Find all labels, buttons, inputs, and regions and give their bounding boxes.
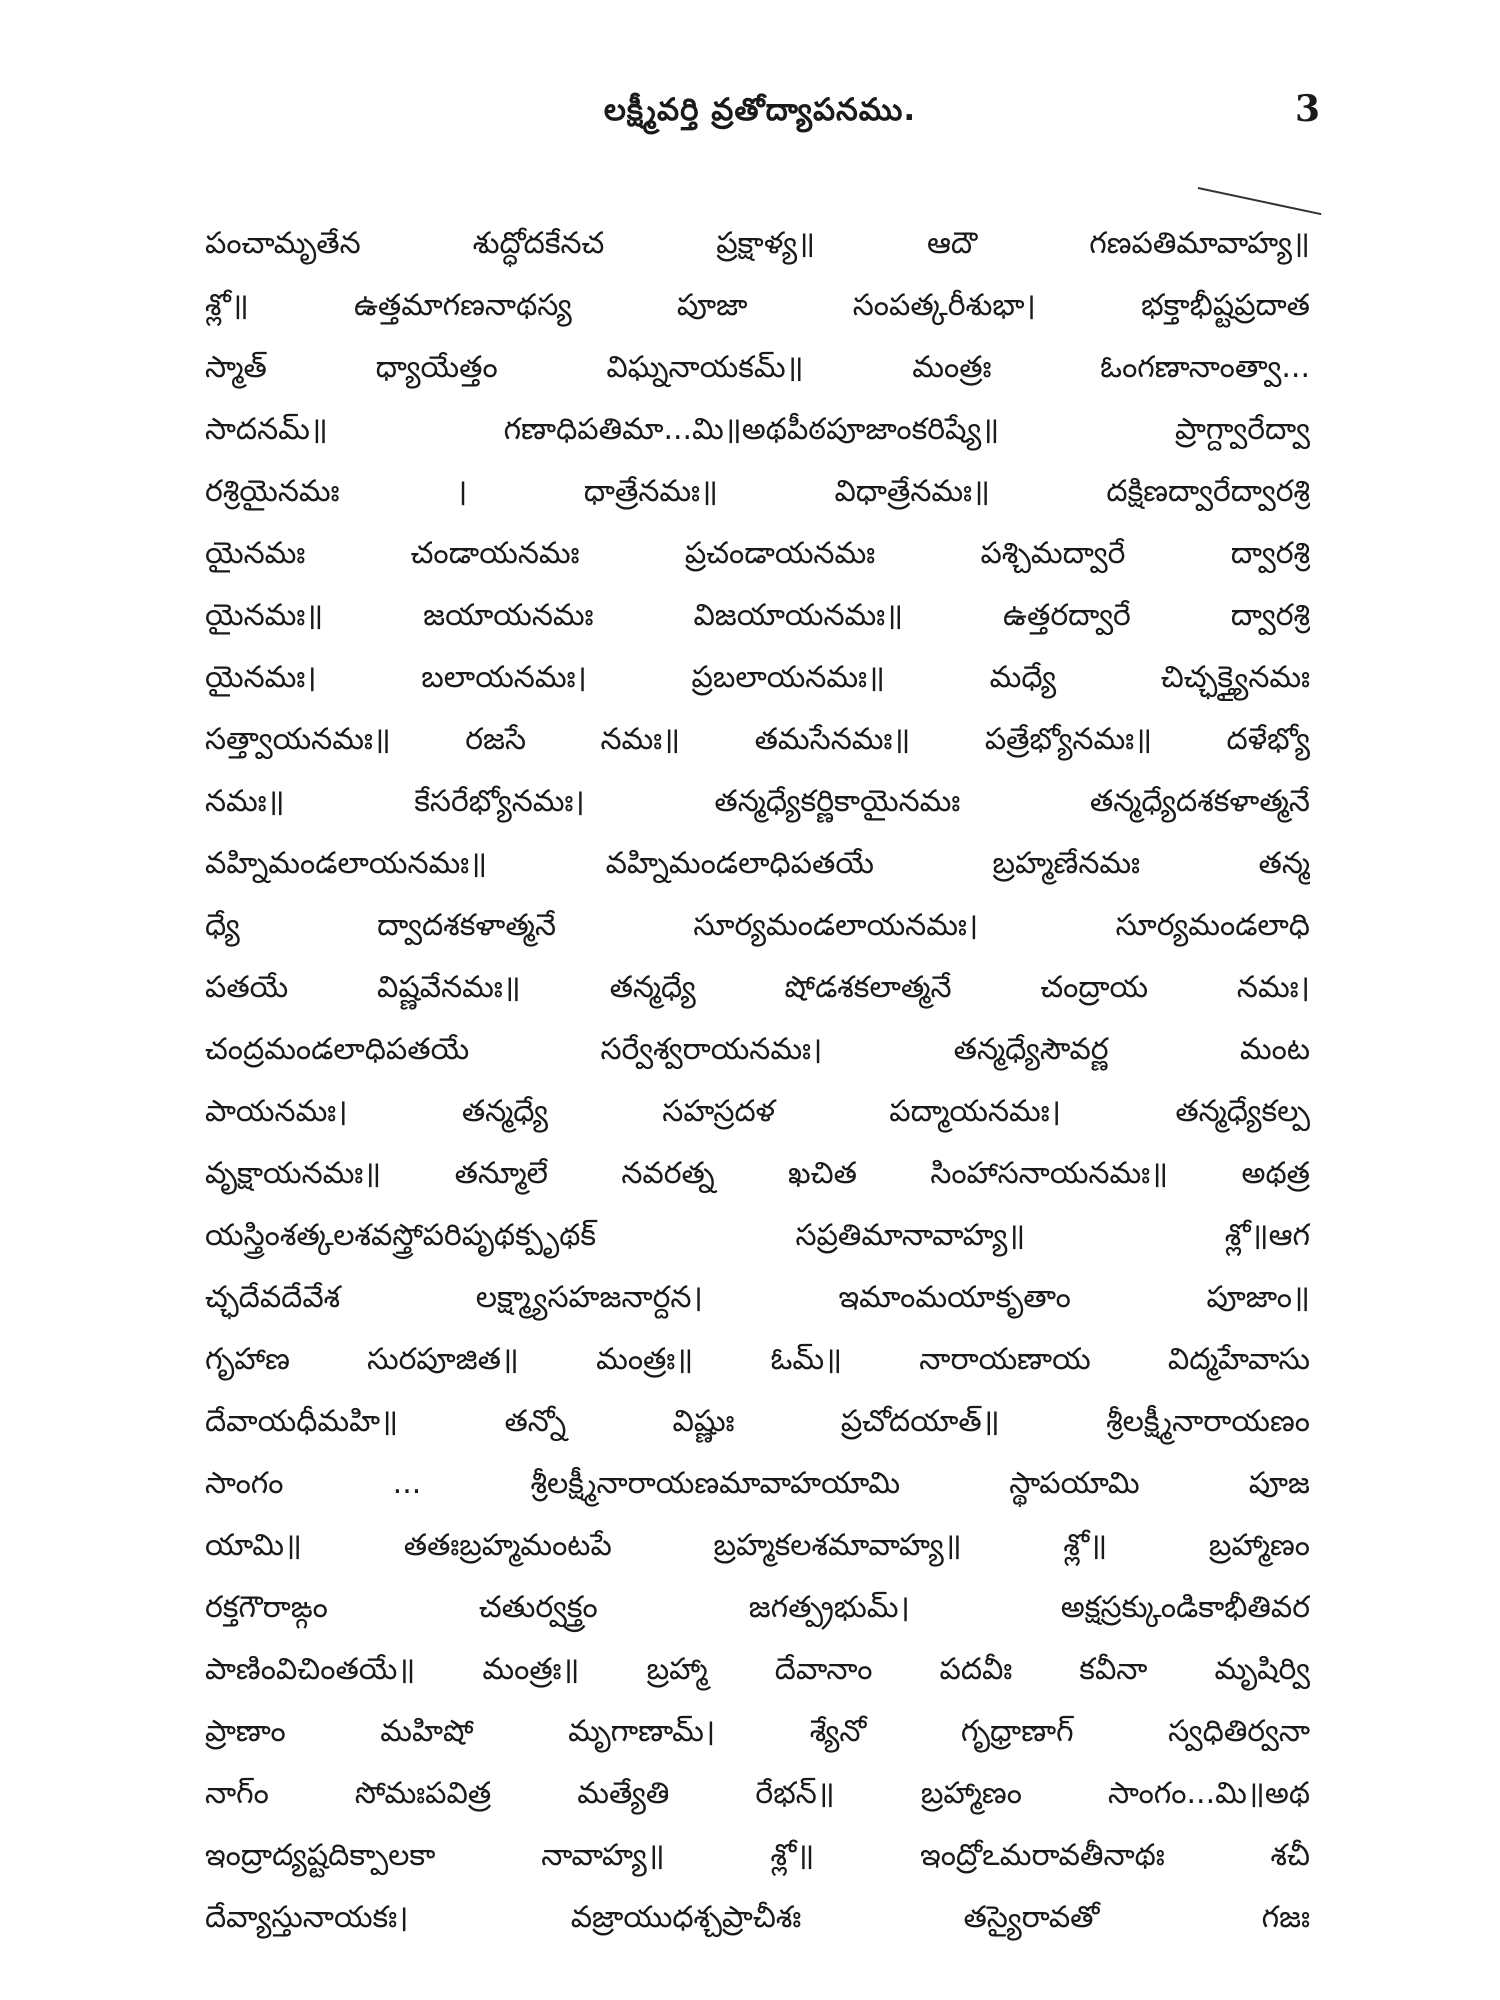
text-line: రక్తగౌరాఙ్గం చతుర్వక్త్రం జగత్ప్రభుమ్। అక్షస్రక్కుండికాభీతివర — [205, 1590, 1310, 1625]
text-line: చ్ఛదేవదేవేశ లక్ష్మ్యాసహజనార్దన। ఇమాంమయాకృతాం పూజాం॥ — [205, 1280, 1310, 1315]
text-line: యామి॥ తతఃబ్రహ్మమంటపే బ్రహ్మకలశమావాహ్య॥ శ్లో॥ బ్రహ్మాణం — [205, 1528, 1310, 1563]
text-line: దేవ్యాస్తునాయకః। వజ్రాయుధశ్చప్రాచీశః తస్యైరావతో గజః — [205, 1900, 1310, 1935]
text-line: సాదనమ్॥ గణాధిపతిమా...మి॥అథపీఠపూజాంకరిష్యే॥ ప్రాగ్ద్వారేద్వా — [205, 412, 1310, 447]
text-line: యైనమః। బలాయనమః। ప్రబలాయనమః॥ మధ్యే చిచ్ఛక్త్యైనమః — [205, 660, 1310, 695]
text-line: యైనమః॥ జయాయనమః విజయాయనమః॥ ఉత్తరద్వారే ద్వారశ్రి — [205, 598, 1310, 633]
text-line: ఇంద్రాద్యష్టదిక్పాలకా నావాహ్య॥ శ్లో॥ ఇంద్రోఽమరావతీనాథః శచీ — [205, 1838, 1310, 1873]
text-line: ప్రాణాం మహిషో మృగాణామ్। శ్యేనో గృధ్రాణాగ్ స్వధితిర్వనా — [205, 1714, 1310, 1749]
text-line: ధ్యే ద్వాదశకళాత్మనే సూర్యమండలాయనమః। సూర్యమండలాధి — [205, 908, 1310, 943]
text-line: స్మాత్ ధ్యాయేత్తం విఘ్ననాయకమ్॥ మంత్రః ఓంగణానాంత్వా... — [205, 350, 1310, 385]
text-line: పంచామృతేన శుద్ధోదకేనచ ప్రక్షాళ్య॥ ఆదౌ గణపతిమావాహ్య॥ — [205, 226, 1310, 261]
text-line: యైనమః చండాయనమః ప్రచండాయనమః పశ్చిమద్వారే ద్వారశ్రి — [205, 536, 1310, 571]
text-line: దేవాయధీమహి॥ తన్నో విష్ణుః ప్రచోదయాత్॥ శ్రీలక్ష్మీనారాయణం — [205, 1404, 1310, 1439]
text-line: రశ్రియైనమః । ధాత్రేనమః॥ విధాత్రేనమః॥ దక్షిణద్వారేద్వారశ్రి — [205, 474, 1310, 509]
text-line: వృక్షాయనమః॥ తన్మూలే నవరత్న ఖచిత సింహాసనాయనమః॥ అథత్ర — [205, 1156, 1310, 1191]
running-title: లక్ష్మీవర్తి వ్రతోద్యాపనము. — [603, 92, 917, 128]
text-line: నమః॥ కేసరేభ్యోనమః। తన్మధ్యేకర్ణికాయైనమః తన్మధ్యేదశకళాత్మనే — [205, 784, 1310, 819]
text-line: నాగ్ం సోమఃపవిత్ర మత్యేతి రేభన్॥ బ్రహ్మాణం సాంగం...మి॥అథ — [205, 1776, 1310, 1811]
text-line: సాంగం ... శ్రీలక్ష్మీనారాయణమావాహయామి స్థాపయామి పూజ — [205, 1466, 1310, 1501]
text-line: యస్త్రింశత్కలశవస్త్రోపరిపృథక్పృథక్ సప్రతిమానావాహ్య॥ శ్లో॥ఆగ — [205, 1218, 1310, 1253]
page-number: 3 — [1294, 88, 1320, 130]
page-header — [200, 88, 1320, 142]
text-line: పతయే విష్ణవేనమః॥ తన్మధ్యే షోడశకలాత్మనే చంద్రాయ నమః। — [205, 970, 1310, 1005]
text-line: గృహాణ సురపూజిత॥ మంత్రః॥ ఓమ్॥ నారాయణాయ విద్మహేవాసు — [205, 1342, 1310, 1377]
stray-pen-mark — [1198, 187, 1322, 215]
text-line: శ్లో॥ ఉత్తమాగణనాథస్య పూజా సంపత్కరీశుభా। భక్తాభీష్టప్రదాత — [205, 288, 1310, 323]
body-text — [205, 213, 1310, 1949]
text-line: సత్త్వాయనమః॥ రజసే నమః॥ తమసేనమః॥ పత్రేభ్యోనమః॥ దళేభ్యో — [205, 722, 1310, 757]
text-line: చంద్రమండలాధిపతయే సర్వేశ్వరాయనమః। తన్మధ్యేసౌవర్ణ మంట — [205, 1032, 1310, 1067]
text-line: వహ్నిమండలాయనమః॥ వహ్నిమండలాధిపతయే బ్రహ్మణేనమః తన్మ — [205, 846, 1310, 881]
text-line: పాయనమః। తన్మధ్యే సహస్రదళ పద్మాయనమః। తన్మధ్యేకల్ప — [205, 1094, 1310, 1129]
text-line: పాణింవిచింతయే॥ మంత్రః॥ బ్రహ్మా దేవానాం పదవీః కవీనా మృషిర్వి — [205, 1652, 1310, 1687]
